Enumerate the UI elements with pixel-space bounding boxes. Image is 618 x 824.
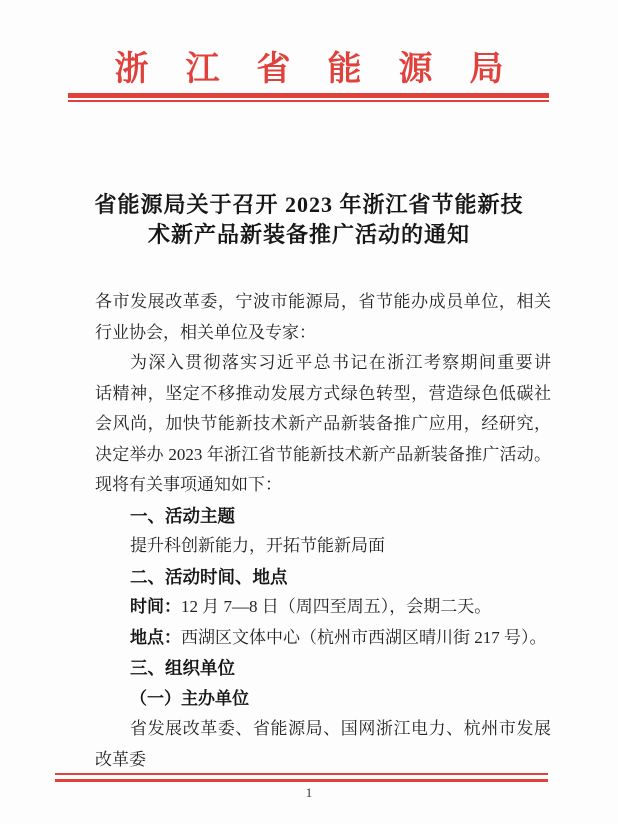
- host-units-line: 改革委: [95, 749, 146, 769]
- page-number: 1: [305, 785, 313, 800]
- footer-divider: [55, 773, 548, 782]
- place-line: [95, 623, 551, 654]
- section-heading-theme: 一、活动主题: [130, 505, 235, 526]
- intro-paragraph-line: 会风尚，加快节能新技术新产品新装备推广应用，经研究，: [95, 414, 551, 433]
- host-units-line: 省发展改革委、省能源局、国网浙江电力、杭州市发展: [130, 719, 551, 738]
- time-value: 12 月 7—8 日（周四至周五），会期二天。: [181, 597, 492, 616]
- intro-paragraph-line: 现将有关事项通知如下：: [95, 475, 282, 494]
- letterhead-divider-thin-line: [68, 100, 549, 102]
- theme-text: 提升科创新能力，开拓节能新局面: [130, 536, 385, 555]
- time-line: [95, 592, 551, 623]
- subsection-heading-hosts: （一）主办单位: [130, 688, 249, 708]
- place-value: 西湖区文体中心（杭州市西湖区晴川街 217 号）。: [181, 627, 547, 647]
- footer-divider-thick-line: [55, 779, 548, 783]
- time-label: 时间：: [130, 597, 181, 616]
- section-heading-organizers: 三、组织单位: [130, 658, 235, 678]
- document-body: [95, 287, 551, 775]
- letterhead-divider: [68, 93, 549, 102]
- document-title-line-1: 省能源局关于召开 2023 年浙江省节能新技: [94, 192, 524, 217]
- place-label: 地点：: [130, 627, 181, 647]
- intro-paragraph-line: 决定举办 2023 年浙江省节能新技术新产品新装备推广活动。: [95, 444, 551, 464]
- document-title-line-2: 术新产品新装备推广活动的通知: [147, 222, 470, 247]
- agency-name: 浙江省能源局: [114, 51, 541, 88]
- intro-paragraph-line: 话精神，坚定不移推动发展方式绿色转型，营造绿色低碳社: [95, 383, 551, 403]
- section-heading-time-place: 二、活动时间、地点: [130, 566, 288, 587]
- addressee-line: 行业协会，相关单位及专家：: [95, 322, 316, 342]
- intro-paragraph-line: 为深入贯彻落实习近平总书记在浙江考察期间重要讲: [130, 353, 551, 372]
- addressee-line: 各市发展改革委，宁波市能源局，省节能办成员单位，相关: [95, 292, 551, 311]
- document-title: [0, 190, 618, 250]
